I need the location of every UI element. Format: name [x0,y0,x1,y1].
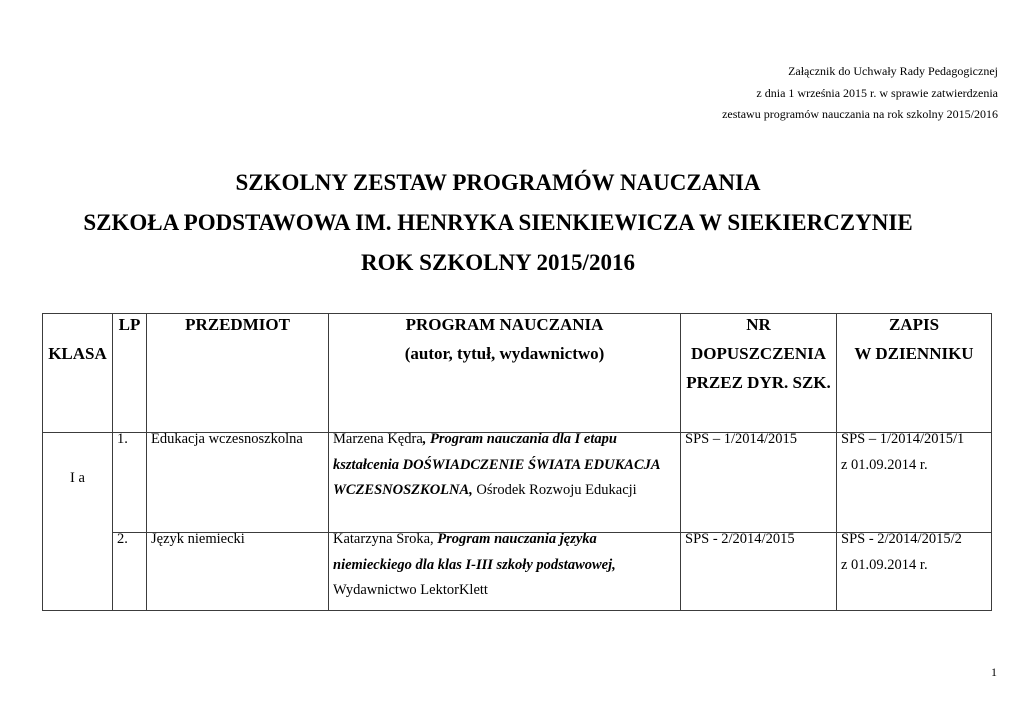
register-entry-text [841,433,987,479]
class-label: I a [70,470,85,486]
header-program [329,314,681,433]
table-row [43,533,992,611]
header-przedmiot-label: PRZEDMIOT [185,315,290,334]
register-entry-line: z 01.09.2014 r. [841,556,928,573]
register-entry-line: SPS - 2/2014/2015/2 [841,532,962,547]
header-nr-line: NR [746,315,771,334]
program-author: Katarzyna Sroka, [333,532,438,547]
program-line [333,478,676,504]
header-lp-label: LP [118,315,141,334]
program-title: Program nauczania języka [437,532,597,547]
approval-number-cell [681,433,837,533]
program-line [333,433,676,453]
curriculum-table [42,313,992,611]
title-line: SZKOLNY ZESTAW PROGRAMÓW NAUCZANIA [235,170,761,195]
header-lp [113,314,147,433]
program-line [333,578,676,604]
header-przedmiot [147,314,329,433]
program-author: Marzena Kędra [333,432,423,447]
header-klasa-label: KLASA [48,344,107,363]
document-title [0,163,996,283]
program-title: kształcenia DOŚWIADCZENIE ŚWIATA EDUKACJA [333,456,661,473]
register-entry-line: SPS – 1/2014/2015/1 [841,432,965,447]
title-line: ROK SZKOLNY 2015/2016 [361,250,635,275]
header-program-line: PROGRAM NAUCZANIA [405,315,604,334]
program-title: WCZESNOSZKOLNA, [333,482,473,498]
program-text [333,433,676,504]
class-cell [43,433,113,611]
program-cell [329,533,681,611]
subject-cell [147,433,329,533]
program-publisher: Ośrodek Rozwoju Edukacji [472,482,637,498]
subject-value: Język niemiecki [151,532,245,547]
header-nr-label [683,314,834,398]
program-publisher: Wydawnictwo LektorKlett [333,582,488,598]
title-line: SZKOŁA PODSTAWOWA IM. HENRYKA SIENKIEWICZA W SIEKIERCZYNIE [83,210,913,235]
header-zapis-line: ZAPIS [888,315,940,334]
header-zapis [837,314,992,433]
approval-number-value: SPS – 1/2014/2015 [685,432,797,447]
header-zapis-line: W DZIENNIKU [854,344,974,363]
header-program-line: (autor, tytuł, wydawnictwo) [404,344,605,363]
register-entry-cell [837,533,992,611]
lp-cell [113,433,147,533]
header-zapis-label [839,314,989,369]
table-header-row [43,314,992,433]
attachment-note-line: Załącznik do Uchwały Rady Pedagogicznej [788,64,998,78]
program-line [333,533,676,553]
page-number: 1 [991,665,997,679]
header-nr-line: DOPUSZCZENIA [690,344,827,363]
header-nr-line: PRZEZ DYR. SZK. [686,373,831,392]
program-cell [329,433,681,533]
header-klasa [43,314,113,433]
lp-value: 2. [117,532,128,547]
program-title: niemieckiego dla klas I-III szkoły podstawowej, [333,556,616,573]
program-text [333,533,676,604]
approval-number-cell [681,533,837,611]
attachment-note [722,61,998,126]
program-title: , Program nauczania dla I etapu [422,432,617,447]
attachment-note-line: zestawu programów nauczania na rok szkolny 2015/2016 [722,107,998,121]
header-program-label [331,314,678,369]
register-entry-line: z 01.09.2014 r. [841,456,928,473]
program-line [333,453,676,479]
header-nr [681,314,837,433]
table-row [43,433,992,533]
lp-cell [113,533,147,611]
subject-cell [147,533,329,611]
subject-value: Edukacja wczesnoszkolna [151,432,303,447]
lp-value: 1. [117,432,128,447]
register-entry-cell [837,433,992,533]
register-entry-text [841,533,987,579]
attachment-note-line: z dnia 1 września 2015 r. w sprawie zatwierdzenia [756,85,998,100]
approval-number-value: SPS - 2/2014/2015 [685,532,795,547]
program-line [333,553,676,579]
